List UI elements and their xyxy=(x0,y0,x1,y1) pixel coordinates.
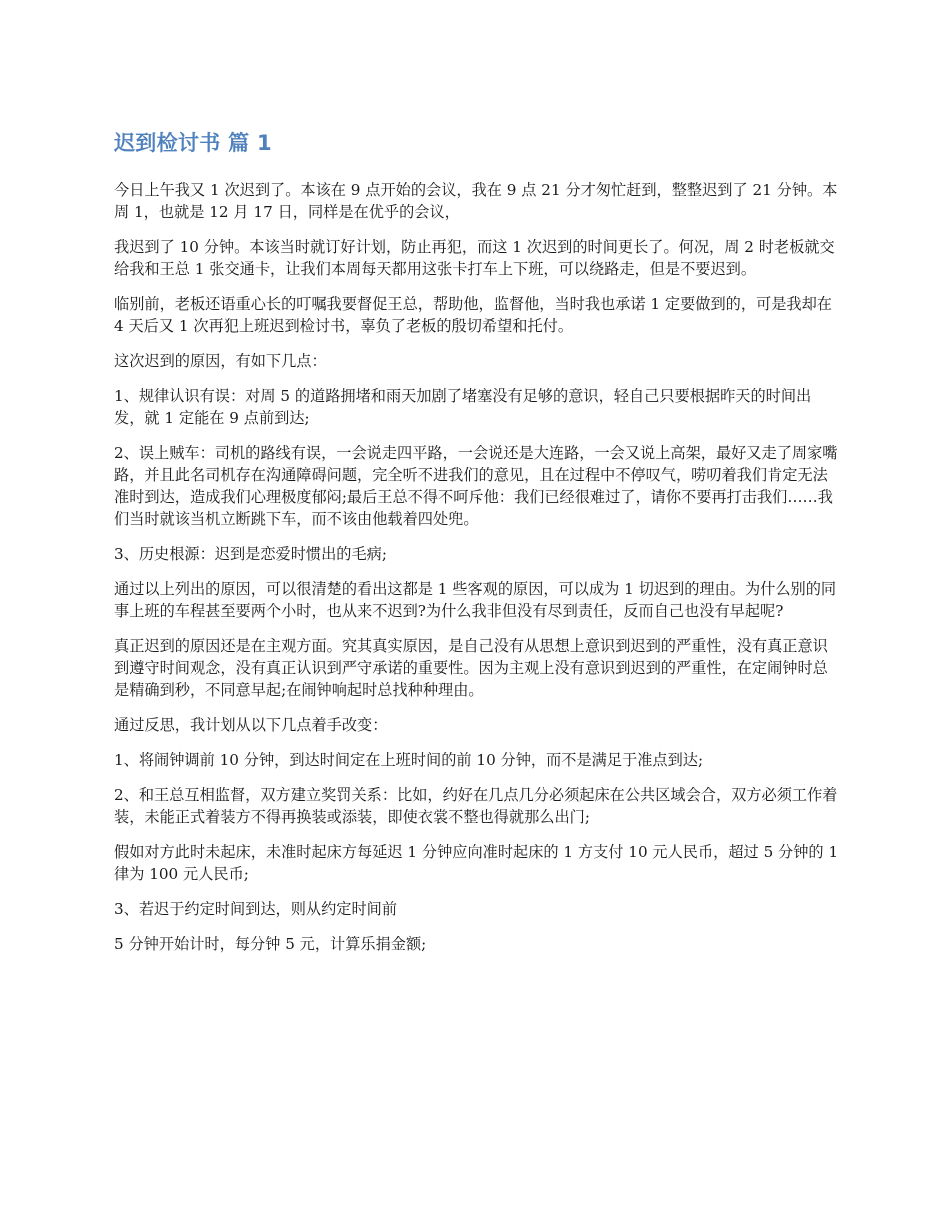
paragraph: 临别前，老板还语重心长的叮嘱我要督促王总，帮助他，监督他，当时我也承诺 1 定要做到的，可是我却在 4 天后又 1 次再犯上班迟到检讨书，辜负了老板的殷切希望和托付。 xyxy=(114,295,832,335)
document-page xyxy=(114,128,840,968)
paragraph: 3、若迟于约定时间到达，则从约定时间前 xyxy=(114,900,398,918)
paragraph: 通过以上列出的原因，可以很清楚的看出这都是 1 些客观的原因，可以成为 1 切迟到的理由。为什么别的同事上班的车程甚至要两个小时，也从来不迟到?为什么我非但没有尽到责任，反而自己也没有早起呢? xyxy=(114,580,837,620)
paragraph: 5 分钟开始计时，每分钟 5 元，计算乐捐金额; xyxy=(114,935,427,953)
paragraph: 真正迟到的原因还是在主观方面。究其真实原因，是自己没有从思想上意识到迟到的严重性，没有真正意识到遵守时间观念，没有真正认识到严守承诺的重要性。因为主观上没有意识到迟到的严重性，在定闹钟时总是精确到秒，不同意早起;在闹钟响起时总找种种理由。 xyxy=(114,637,828,699)
paragraph: 这次迟到的原因，有如下几点： xyxy=(114,352,327,370)
paragraph: 我迟到了 10 分钟。本该当时就订好计划，防止再犯，而这 1 次迟到的时间更长了。何况，周 2 时老板就交给我和王总 1 张交通卡，让我们本周每天都用这张卡打车上下班，可以绕路走，但是不要迟到。 xyxy=(114,238,835,278)
paragraph: 2、和王总互相监督，双方建立奖罚关系：比如，约好在几点几分必须起床在公共区域会合，双方必须工作着装，未能正式着装方不得再换装或添装，即使衣裳不整也得就那么出门; xyxy=(114,786,838,826)
paragraph: 今日上午我又 1 次迟到了。本该在 9 点开始的会议，我在 9 点 21 分才匆忙赶到，整整迟到了 21 分钟。本周 1，也就是 12 月 17 日，同样是在优乎的会议， xyxy=(114,181,838,221)
paragraph: 1、规律认识有误：对周 5 的道路拥堵和雨天加剧了堵塞没有足够的意识，轻自己只要根据昨天的时间出发，就 1 定能在 9 点前到达; xyxy=(114,387,812,427)
paragraph: 1、将闹钟调前 10 分钟，到达时间定在上班时间的前 10 分钟，而不是满足于准点到达; xyxy=(114,751,704,769)
document-title: 迟到检讨书 篇 1 xyxy=(114,131,272,155)
paragraph: 假如对方此时未起床，未准时起床方每延迟 1 分钟应向准时起床的 1 方支付 10 元人民币，超过 5 分钟的 1 律为 100 元人民币; xyxy=(114,843,839,883)
paragraph: 通过反思，我计划从以下几点着手改变： xyxy=(114,716,388,734)
paragraph: 2、误上贼车：司机的路线有误，一会说走四平路，一会说还是大连路，一会又说上高架，最好又走了周家嘴路，并且此名司机存在沟通障碍问题，完全听不进我们的意见，且在过程中不停叹气，唠叨着我们肯定无法准时到达，造成我们心理极度郁闷;最后王总不得不呵斥他：我们已经很难过了，请你不要再打击我们……我们当时就该当机立断跳下车，而不该由他载着四处兜。 xyxy=(114,444,838,528)
paragraph: 3、历史根源：迟到是恋爱时惯出的毛病; xyxy=(114,545,387,563)
